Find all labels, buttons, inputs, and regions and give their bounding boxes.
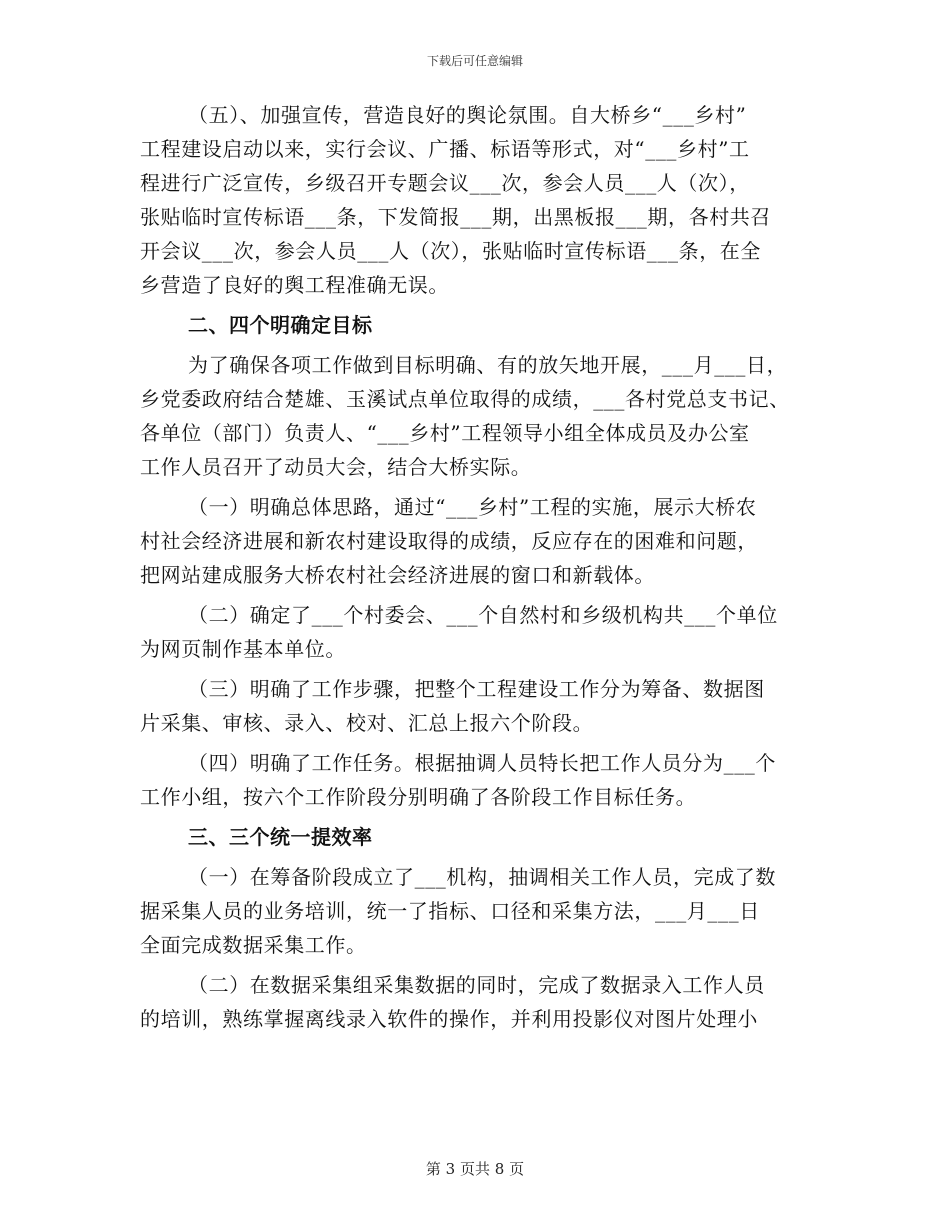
- paragraph-line: （一）明确总体思路，通过“___乡村”工程的实施，展示大桥农: [188, 495, 757, 519]
- paragraph-line: 工作人员召开了动员大会，结合大桥实际。: [140, 455, 532, 479]
- paragraph-line: 全面完成数据采集工作。: [140, 933, 367, 957]
- paragraph-line: 工程建设启动以来，实行会议、广播、标语等形式，对“___乡村”工: [140, 137, 750, 161]
- paragraph-line: 为网页制作基本单位。: [140, 637, 346, 661]
- section-heading: 三、三个统一提效率: [188, 825, 373, 849]
- paragraph-line: 的培训，熟练掌握离线录入软件的操作，并利用投影仪对图片处理小: [140, 1007, 758, 1031]
- paragraph-line: 为了确保各项工作做到目标明确、有的放矢地开展，___月___日，: [188, 353, 788, 377]
- paragraph-line: （四）明确了工作任务。根据抽调人员特长把工作人员分为___个: [188, 751, 776, 775]
- paragraph-line: 乡营造了良好的舆工程准确无误。: [140, 273, 449, 297]
- paragraph-line: 把网站建成服务大桥农村社会经济进展的窗口和新载体。: [140, 563, 655, 587]
- section-heading: 二、四个明确定目标: [188, 313, 373, 337]
- paragraph-line: 据采集人员的业务培训，统一了指标、口径和采集方法，___月___日: [140, 899, 760, 923]
- paragraph-line: 片采集、审核、录入、校对、汇总上报六个阶段。: [140, 711, 594, 735]
- paragraph-line: （一）在筹备阶段成立了___机构，抽调相关工作人员，完成了数: [188, 865, 776, 889]
- paragraph-line: （五）、加强宣传，营造良好的舆论氛围。自大桥乡“___乡村”: [188, 103, 747, 127]
- paragraph-line: 程进行广泛宣传，乡级召开专题会议___次，参会人员___人（次），: [140, 171, 750, 195]
- paragraph-line: （二）在数据采集组采集数据的同时，完成了数据录入工作人员: [188, 973, 765, 997]
- page-header: 下载后可任意编辑: [426, 54, 523, 68]
- paragraph-line: 开会议___次，参会人员___人（次），张贴临时宣传标语___条，在全: [140, 239, 761, 263]
- paragraph-line: 各单位（部门）负责人、“___乡村”工程领导小组全体成员及办公室: [140, 421, 750, 445]
- paragraph-line: （三）明确了工作步骤，把整个工程建设工作分为筹备、数据图: [188, 677, 765, 701]
- paragraph-line: 工作小组，按六个工作阶段分别明确了各阶段工作目标任务。: [140, 785, 697, 809]
- page-number-footer: 第 3 页共 8 页: [425, 1160, 525, 1178]
- paragraph-line: 乡党委政府结合楚雄、玉溪试点单位取得的成绩，___各村党总支书记、: [140, 387, 790, 411]
- paragraph-line: 村社会经济进展和新农村建设取得的成绩，反应存在的困难和问题，: [140, 529, 758, 553]
- document-body: [140, 98, 820, 1036]
- paragraph-line: （二）确定了___个村委会、___个自然村和乡级机构共___个单位: [188, 603, 778, 627]
- paragraph-line: 张贴临时宣传标语___条，下发简报___期，出黑板报___期，各村共召: [140, 205, 771, 229]
